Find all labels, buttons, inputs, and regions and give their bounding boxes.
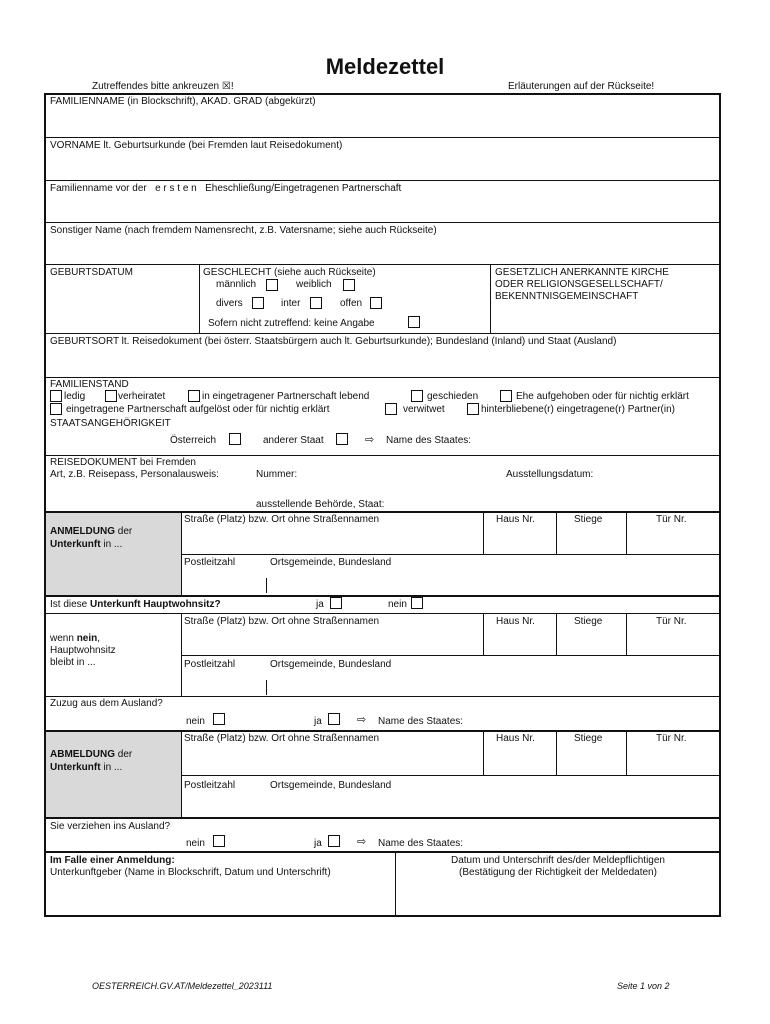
unterkunftgeber-signature-field[interactable] xyxy=(46,880,394,915)
divider xyxy=(45,851,720,853)
kirche-label-line2: ODER RELIGIONSGESELLSCHAFT/ xyxy=(495,279,663,290)
geschieden-label: geschieden xyxy=(427,391,479,402)
page-title: Meldezettel xyxy=(325,54,445,79)
divider xyxy=(45,137,720,138)
divider xyxy=(181,655,720,656)
sonstiger-name-field[interactable] xyxy=(46,237,719,263)
divider xyxy=(45,613,720,614)
weiblich-checkbox[interactable] xyxy=(343,279,355,291)
geburtsort-field[interactable] xyxy=(46,349,719,376)
verziehen-nein-label: nein xyxy=(186,838,205,849)
keine-angabe-checkbox[interactable] xyxy=(408,316,420,328)
divider xyxy=(199,264,200,333)
verziehen-question: Sie verziehen ins Ausland? xyxy=(50,821,171,832)
unterkunftgeber-text: Unterkunftgeber (Name in Blockschrift, Datum und Unterschrift) xyxy=(50,867,331,878)
divider xyxy=(626,614,627,655)
anderer-staat-checkbox[interactable] xyxy=(336,433,348,445)
geburtsdatum-field[interactable] xyxy=(46,280,198,332)
page-number: Seite 1 von 2 xyxy=(617,981,670,991)
reisedokument-label: REISEDOKUMENT bei Fremden xyxy=(50,457,196,468)
divider xyxy=(45,511,720,513)
oesterreich-label: Österreich xyxy=(170,435,217,446)
vorname-label: VORNAME lt. Geburtsurkunde (bei Fremden laut Reisedokument) xyxy=(50,140,343,151)
zuzug-nein-checkbox[interactable] xyxy=(213,713,225,725)
divider xyxy=(45,333,720,334)
offen-checkbox[interactable] xyxy=(370,297,382,309)
divider xyxy=(266,578,267,593)
verheiratet-checkbox[interactable] xyxy=(105,390,117,402)
unterschrift-line2: (Bestätigung der Richtigkeit der Meldedaten) xyxy=(459,867,657,878)
strasse-label: Straße (Platz) bzw. Ort ohne Straßennamen xyxy=(184,514,380,525)
verziehen-staat-label: Name des Staates: xyxy=(378,838,464,849)
unterschrift-line1: Datum und Unterschrift des/der Meldepflichtigen xyxy=(451,855,665,866)
stiege-label: Stiege xyxy=(574,514,603,525)
anmeldung-panel xyxy=(46,512,181,596)
hauptwohnsitz-question: Ist diese Unterkunft Hauptwohnsitz? xyxy=(50,599,221,610)
abmeldung-label: ABMELDUNG der xyxy=(50,749,133,760)
anmeldung-label: ANMELDUNG der xyxy=(50,526,133,537)
divider xyxy=(483,731,484,775)
haus-nr-label: Haus Nr. xyxy=(496,514,535,525)
zuzug-nein-label: nein xyxy=(186,716,205,727)
divider xyxy=(45,817,720,819)
reisedokument-nummer-field[interactable] xyxy=(306,465,496,485)
divider xyxy=(556,512,557,555)
partnerschaft-aufgeloest-checkbox[interactable] xyxy=(50,403,62,415)
hinterbliebene-checkbox[interactable] xyxy=(467,403,479,415)
inter-checkbox[interactable] xyxy=(310,297,322,309)
zuzug-ja-label: ja xyxy=(314,716,322,727)
strasse-label: Straße (Platz) bzw. Ort ohne Straßennamen xyxy=(184,616,380,627)
divider xyxy=(45,180,720,181)
anmeldung-unterkunft-label: Unterkunft in ... xyxy=(50,539,123,550)
verziehen-ja-label: ja xyxy=(314,838,322,849)
divider xyxy=(45,595,720,597)
weiblich-label: weiblich xyxy=(296,279,332,290)
hauptwohnsitz-ja-label: ja xyxy=(316,599,324,610)
tuer-nr-label: Tür Nr. xyxy=(656,616,687,627)
ledig-label: ledig xyxy=(64,391,86,402)
postleitzahl-label: Postleitzahl xyxy=(184,557,236,568)
divider xyxy=(483,614,484,655)
hauptwohnsitz-ja-checkbox[interactable] xyxy=(330,597,342,609)
divider xyxy=(266,680,267,695)
stiege-label: Stiege xyxy=(574,616,603,627)
sonstiger-name-label: Sonstiger Name (nach fremdem Namensrecht, z.B. Vatersname; siehe auch Rückseite) xyxy=(50,225,437,236)
verwitwet-checkbox[interactable] xyxy=(385,403,397,415)
stiege-label: Stiege xyxy=(574,733,603,744)
divider xyxy=(45,377,720,378)
hinterbliebene-label: hinterbliebene(r) eingetragene(r) Partner(in) xyxy=(481,404,675,415)
unterkunftgeber-title: Im Falle einer Anmeldung: xyxy=(50,855,175,866)
divider xyxy=(556,731,557,775)
ehe-aufgehoben-label: Ehe aufgehoben oder für nichtig erklärt xyxy=(516,391,689,402)
kirche-label-line1: GESETZLICH ANERKANNTE KIRCHE xyxy=(495,267,669,278)
kirche-label-line3: BEKENNTNISGEMEINSCHAFT xyxy=(495,291,639,302)
ausstellungsdatum-label: Ausstellungsdatum: xyxy=(506,469,594,480)
anderer-staat-label: anderer Staat xyxy=(263,435,324,446)
ortsgemeinde-label: Ortsgemeinde, Bundesland xyxy=(270,659,392,670)
arrow-right-icon: ⇨ xyxy=(357,836,367,848)
maennlich-checkbox[interactable] xyxy=(266,279,278,291)
meldepflichtiger-signature-field[interactable] xyxy=(397,880,719,915)
verziehen-nein-checkbox[interactable] xyxy=(213,835,225,847)
geschlecht-label: GESCHLECHT (siehe auch Rückseite) xyxy=(203,267,376,278)
ledig-checkbox[interactable] xyxy=(50,390,62,402)
divider xyxy=(181,614,182,696)
wenn-nein-line2: Hauptwohnsitz xyxy=(50,645,116,656)
ehe-aufgehoben-checkbox[interactable] xyxy=(500,390,512,402)
divider xyxy=(626,512,627,555)
geburtsdatum-label: GEBURTSDATUM xyxy=(50,267,133,278)
eingetragen-label: in eingetragener Partnerschaft lebend xyxy=(202,391,370,402)
behoerde-label: ausstellende Behörde, Staat: xyxy=(256,499,385,510)
familienname-label: FAMILIENNAME (in Blockschrift), AKAD. GRAD (abgekürzt) xyxy=(50,96,316,107)
divider xyxy=(181,512,182,596)
familienname-field[interactable] xyxy=(46,108,719,136)
wenn-nein-line3: bleibt in ... xyxy=(50,657,96,668)
nummer-label: Nummer: xyxy=(256,469,298,480)
familienstand-label: FAMILIENSTAND xyxy=(50,379,129,390)
divider xyxy=(45,264,720,265)
instruction-text: Zutreffendes bitte ankreuzen ☒! xyxy=(92,81,234,92)
divider xyxy=(483,512,484,555)
postleitzahl-label: Postleitzahl xyxy=(184,659,236,670)
keine-angabe-label: Sofern nicht zutreffend: keine Angabe xyxy=(208,318,375,329)
staatsangehoerigkeit-label: STAATSANGEHÖRIGKEIT xyxy=(50,418,171,429)
footer-source: OESTERREICH.GV.AT/Meldezettel_2023111 xyxy=(92,981,273,991)
maennlich-label: männlich xyxy=(216,279,257,290)
haus-nr-label: Haus Nr. xyxy=(496,616,535,627)
abmeldung-panel xyxy=(46,731,181,818)
name-des-staates-label: Name des Staates: xyxy=(386,435,472,446)
divider xyxy=(181,775,720,776)
divider xyxy=(45,730,720,732)
arrow-right-icon: ⇨ xyxy=(357,714,367,726)
ersten-ehe-label: Familienname vor der e r s t e n Eheschließung/Eingetragenen Partnerschaft xyxy=(50,183,402,194)
vorname-field[interactable] xyxy=(46,152,719,179)
offen-label: offen xyxy=(340,298,363,309)
explanation-note: Erläuterungen auf der Rückseite! xyxy=(508,81,655,92)
divider xyxy=(181,731,182,818)
ersten-ehe-field[interactable] xyxy=(46,195,719,221)
verwitwet-label: verwitwet xyxy=(403,404,445,415)
divider xyxy=(181,554,720,555)
reisedokument-art-label: Art, z.B. Reisepass, Personalausweis: xyxy=(50,469,219,480)
staatsangehoerigkeit-staat-field[interactable] xyxy=(484,431,719,451)
divider xyxy=(626,731,627,775)
divider xyxy=(556,614,557,655)
hauptwohnsitz-nein-checkbox[interactable] xyxy=(411,597,423,609)
tuer-nr-label: Tür Nr. xyxy=(656,733,687,744)
zuzug-ja-checkbox[interactable] xyxy=(328,713,340,725)
divers-label: divers xyxy=(216,298,243,309)
kirche-field[interactable] xyxy=(491,304,719,332)
ortsgemeinde-label: Ortsgemeinde, Bundesland xyxy=(270,557,392,568)
geburtsort-label: GEBURTSORT lt. Reisedokument (bei österr. Staatsbürgern auch lt. Geburtsurkunde); Bundesland (Inland) und Staat (Ausland) xyxy=(50,336,617,347)
divider xyxy=(45,696,720,697)
verziehen-ja-checkbox[interactable] xyxy=(328,835,340,847)
geschieden-checkbox[interactable] xyxy=(411,390,423,402)
ortsgemeinde-label: Ortsgemeinde, Bundesland xyxy=(270,780,392,791)
abmeldung-unterkunft-label: Unterkunft in ... xyxy=(50,762,123,773)
hauptwohnsitz-nein-label: nein xyxy=(388,599,407,610)
ausstellungsdatum-field[interactable] xyxy=(608,465,718,485)
divers-checkbox[interactable] xyxy=(252,297,264,309)
divider xyxy=(45,455,720,456)
wenn-nein-label: wenn nein, xyxy=(50,633,101,644)
partnerschaft-aufgeloest-label: eingetragene Partnerschaft aufgelöst oder für nichtig erklärt xyxy=(66,404,330,415)
eingetragen-checkbox[interactable] xyxy=(188,390,200,402)
arrow-right-icon: ⇨ xyxy=(365,434,375,446)
divider xyxy=(45,222,720,223)
oesterreich-checkbox[interactable] xyxy=(229,433,241,445)
strasse-label: Straße (Platz) bzw. Ort ohne Straßennamen xyxy=(184,733,380,744)
tuer-nr-label: Tür Nr. xyxy=(656,514,687,525)
postleitzahl-label: Postleitzahl xyxy=(184,780,236,791)
zuzug-staat-label: Name des Staates: xyxy=(378,716,464,727)
verheiratet-label: verheiratet xyxy=(118,391,166,402)
haus-nr-label: Haus Nr. xyxy=(496,733,535,744)
inter-label: inter xyxy=(281,298,301,309)
zuzug-question: Zuzug aus dem Ausland? xyxy=(50,698,163,709)
